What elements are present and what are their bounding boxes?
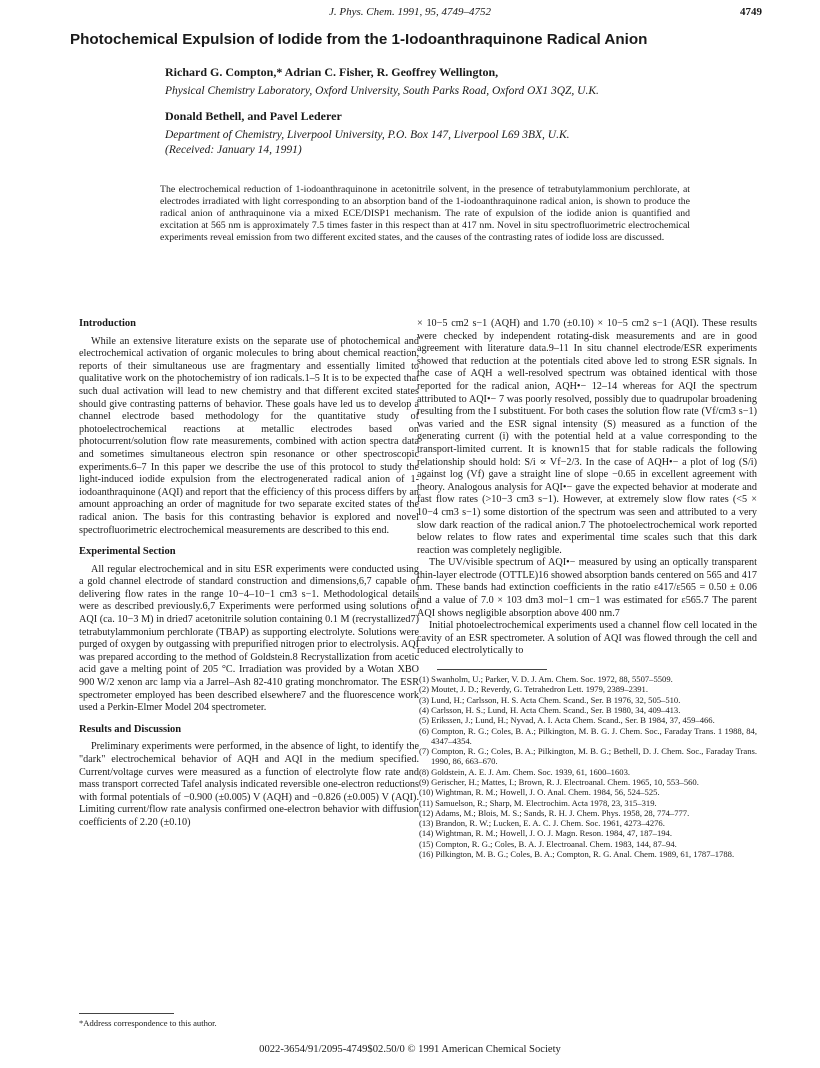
abstract: The electrochemical reduction of 1-iodoanthraquinone in acetonitrile solvent, in the presence of tetrabutylammonium perchlorate, at electrodes irradiated with light corresponding to an absorption band of the 1-iodoanthraquinone radical anion, is shown to produce the radical anion of anthraquinone via a mixed ECE/DISP1 mechanism. The rate of expulsion of the iodide anion is quantified and excitation at 565 nm is approximately 7.5 times faster in this respect than at 417 nm. Novel in situ spectrofluorimetric electrochemical experiments reveal emission from two different excited states, and the causes of the contrasting rates of iodide loss are discussed. xyxy=(160,184,690,244)
right-column xyxy=(417,318,757,859)
reference-item: (1) Swanholm, U.; Parker, V. D. J. Am. Chem. Soc. 1972, 88, 5507–5509. xyxy=(419,674,673,685)
references-list xyxy=(417,669,757,859)
received-date: (Received: January 14, 1991) xyxy=(165,144,302,156)
reference-item: (4) Carlsson, H. S.; Lund, H. Acta Chem. Scand., Ser. B 1980, 34, 409–413. xyxy=(419,704,681,715)
reference-item: (5) Erikssen, J.; Lund, H.; Nyvad, A. I. Acta Chem. Scand., Ser. B 1984, 37, 459–466. xyxy=(419,715,715,726)
results-paragraph: Preliminary experiments were performed, in the absence of light, to identify the "dark" electrochemical behavior of AQH and AQI in the medium specified. Current/voltage curves were measured as a function of electrolyte flow rate and mass transport corrected Tafel analysis indicated reversible one-electron reductions with formal potentials of −0.900 (±0.005) V (AQH) and −0.826 (±0.005) V (AQI). Limiting current/flow rate analysis confirmed one-electron behavior with diffusion coefficients of 2.20 (±0.10) xyxy=(79,741,419,828)
reference-item: (10) Wightman, R. M.; Howell, J. O. Anal. Chem. 1984, 56, 524–525. xyxy=(419,787,660,798)
initial-experiments-paragraph: Initial photoelectrochemical experiments used a channel flow cell located in the cavity of an ESR spectrometer. A solution of AQI was flowed through the cell and reduced electrolytically to xyxy=(417,620,757,657)
reference-item: (15) Compton, R. G.; Coles, B. A. J. Electroanal. Chem. 1983, 144, 87–94. xyxy=(419,838,677,849)
section-heading-results: Results and Discussion xyxy=(79,723,182,735)
intro-paragraph: While an extensive literature exists on the separate use of photochemical and electrochemical activation of organic molecules to bring about chemical reaction, reports of their simultaneous use are fragmentary and essentially limited to qualitative work on the photochemistry of ion radicals.1–5 It is to be expected that such dual activation will lead to new chemistry and that different excited states should give contrasting patterns of behavior. These goals have led us to develop a channel electrode based methodology for the quantitative study of photoelectrochemical reactions at metallic electrodes based on photocurrent/solution flow rate measurements, combined with action spectra data and sometimes simultaneous electron spin resonance or other spectroscopic experiments.6–7 In this paper we describe the use of this protocol to study the light-induced iodide expulsion from the electrogenerated radical anion of 1-iodoanthraquinone (AQI) and report that the efficiency of this process differs by an amount approaching an order of magnitude for two separate excited states of the radical anion. The basis for this contrasting behavior is explored and novel spectrofluorimetric electrochemical measurements are described to this end. xyxy=(79,335,419,536)
authors-group-1: Richard G. Compton,* Adrian C. Fisher, R. Geoffrey Wellington, xyxy=(165,65,499,79)
reference-item: (9) Gerischer, H.; Mattes, I.; Brown, R. J. Electroanal. Chem. 1965, 10, 553–560. xyxy=(419,777,699,787)
reference-item: (8) Goldstein, A. E. J. Am. Chem. Soc. 1939, 61, 1600–1603. xyxy=(419,766,631,777)
experimental-paragraph: All regular electrochemical and in situ ESR experiments were conducted using a gold channel electrode of standard construction and dimensions,6,7 capable of delivering flow rates in the range 10−4–10−1 cm3 s−1. Methodological details were as described previously.6,7 Experiments were performed using solutions of AQI (ca. 10−3 M) in dried7 acetonitrile solution containing 0.1 M (recrystallized7) tetrabutylammonium perchlorate (TBAP) as supporting electrolyte. Solutions were purged of oxygen by outgassing with prepurified nitrogen prior to electrolysis. AQI was prepared according to the method of Goldstein.8 Recrystallization from acetic acid gave a melting point of 205 °C. Irradiation was provided by a Wotan XBO 900 W/2 xenon arc lamp via a Jarrel–Ash 82-410 grating monchromator. The ESR spectrometer employed has been described elsewhere7 and the fluorescence work used a Perkin-Elmer Model 204 spectrometer. xyxy=(79,563,419,714)
affiliation-2: Department of Chemistry, Liverpool University, P.O. Box 147, Liverpool L69 3BX, U.K. xyxy=(165,129,570,141)
reference-item: (3) Lund, H.; Carlsson, H. S. Acta Chem. Scand., Ser. B 1976, 32, 505–510. xyxy=(419,694,681,705)
affiliation-1: Physical Chemistry Laboratory, Oxford University, South Parks Road, Oxford OX1 3QZ, U.K. xyxy=(165,85,599,97)
reference-item: (11) Samuelson, R.; Sharp, M. Electrochim. Acta 1978, 23, 315–319. xyxy=(419,797,657,808)
footnote-divider xyxy=(79,1013,174,1014)
reference-item: (12) Adams, M.; Blois, M. S.; Sands, R. H. J. Chem. Phys. 1958, 28, 774–777. xyxy=(419,807,690,818)
reference-item: (6) Compton, R. G.; Coles, B. A.; Pilkington, M. B. G. J. Chem. Soc., Faraday Trans. 1 1988, 84, 4347–4354. xyxy=(419,725,757,746)
reference-item: (14) Wightman, R. M.; Howell, J. O. J. Magn. Reson. 1984, 47, 187–194. xyxy=(419,828,673,839)
uv-vis-paragraph: The UV/visible spectrum of AQI•− measured by using an optically transparent thin-layer electrode (OTTLE)16 showed absorption bands centered on 565 and 417 nm. These bands had extinction coefficients in the ratio ε417/ε565 = 0.50 ± 0.06 and a value of 7.0 × 103 dm3 mol−1 cm−1 was estimated for ε565.7 The parent AQI shows negligible absorption above 400 nm.7 xyxy=(417,557,757,619)
reference-item: (16) Pilkington, M. B. G.; Coles, B. A.; Compton, R. G. Anal. Chem. 1989, 61, 1787–1788. xyxy=(419,849,735,860)
reference-item: (2) Moutet, J. D.; Reverdy, G. Tetrahedron Lett. 1979, 2389–2391. xyxy=(419,684,649,695)
authors-group-2: Donald Bethell, and Pavel Lederer xyxy=(165,109,342,123)
running-head xyxy=(0,6,820,22)
results-paragraph-continued: × 10−5 cm2 s−1 (AQH) and 1.70 (±0.10) × 10−5 cm2 s−1 (AQI). These results were checked by independent rotating-disk measurements and are in good agreement with literature data.9–11 In situ channel electrode/ESR experiments showed that reduction at the potentials cited above led to strong ESR signals. In the case of AQH a well-resolved spectrum was obtained identical with those reported for the radical anion, AQH•− 12–14 whereas for AQI the spectrum attributed to AQI•− 7 was poorly resolved, possibly due to quadrupolar broadening resulting from the I substituent. For both cases the solution flow rate (Vf/cm3 s−1) was varied and the ESR signal intensity (S) measured as a function of the generating current (i) with the potential held at a value corresponding to the transport-limited current. It is known15 that for stable radicals the following relationship should hold: S/i ∝ Vf−2/3. In the case of AQH•− a plot of log (S/i) against log (Vf) gave a straight line of slope −0.65 in excellent agreement with theory. Analogous analysis for AQI•− gave the expected behavior at moderate and fast flow rates (>10−3 cm3 s−1). However, at extremely slow flow rates (<5 × 10−4 cm3 s−1) some distortion of the spectrum was seen and attributed to a very slow dark reaction of the radical anion.7 The photoelectrochemical work reported below relates to flow rates and experimental time scales such that this dark reaction was completely negligible. xyxy=(417,318,757,556)
left-column xyxy=(79,318,419,830)
correspondence-footnote: *Address correspondence to this author. xyxy=(79,1018,217,1028)
page-number: 4749 xyxy=(740,6,762,18)
journal-citation: J. Phys. Chem. 1991, 95, 4749–4752 xyxy=(329,6,491,18)
reference-item: (13) Brandon, R. W.; Lucken, E. A. C. J. Chem. Soc. 1961, 4273–4276. xyxy=(419,818,665,829)
references-divider xyxy=(437,669,547,670)
article-title: Photochemical Expulsion of Iodide from the 1-Iodoanthraquinone Radical Anion xyxy=(70,31,648,48)
reference-item: (7) Compton, R. G.; Coles, B. A.; Pilkington, M. B. G.; Bethell, D. J. Chem. Soc., Faraday Trans. 1990, 86, 663–670. xyxy=(419,746,757,767)
section-heading-experimental: Experimental Section xyxy=(79,546,176,558)
section-heading-introduction: Introduction xyxy=(79,318,136,329)
copyright-line: 0022-3654/91/2095-4749$02.50/0 © 1991 American Chemical Society xyxy=(259,1044,561,1055)
